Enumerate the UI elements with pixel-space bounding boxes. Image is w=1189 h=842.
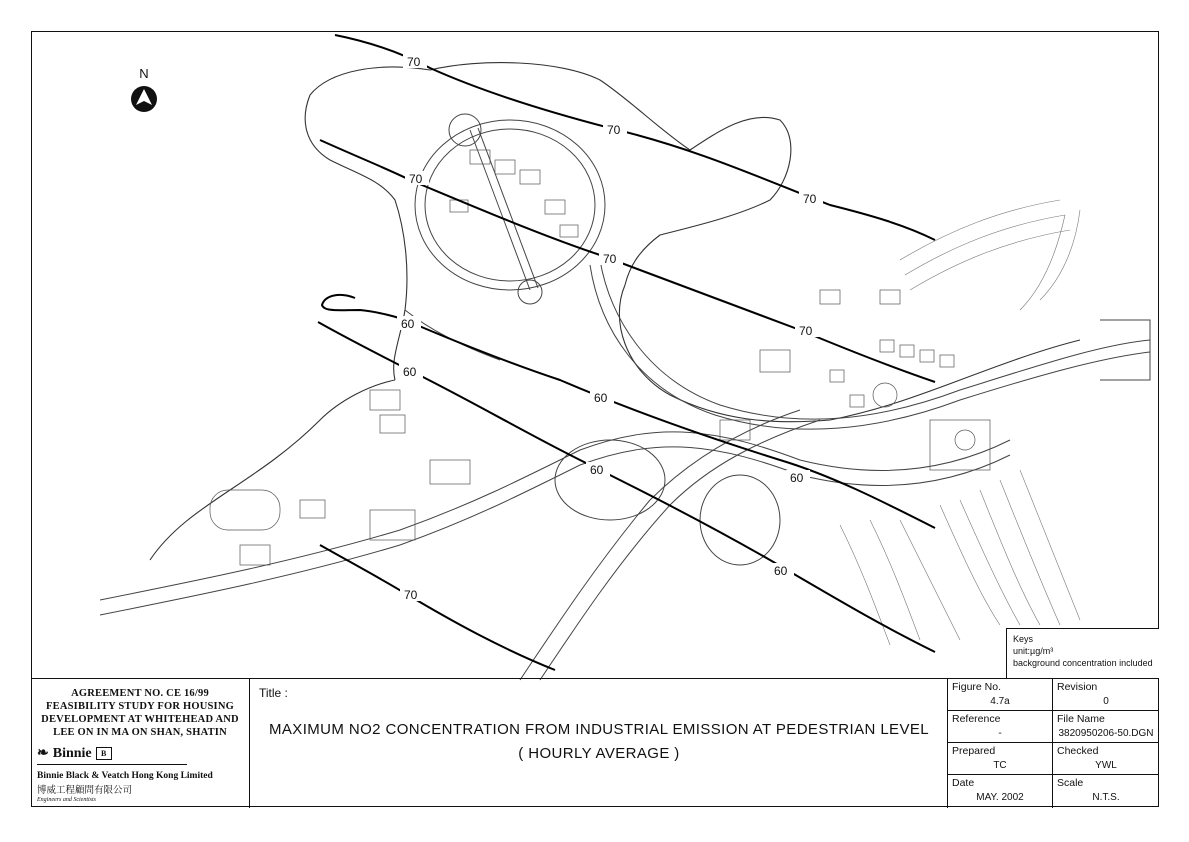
shield-icon: B (96, 747, 112, 760)
figure-no-label: Figure No. (952, 681, 1002, 693)
agreement-line-4: LEE ON IN MA ON SHAN, SHATIN (53, 727, 227, 738)
company-logo (37, 745, 213, 803)
binnie-logo-icon: ❧ (37, 746, 49, 761)
keys-heading: Keys (1013, 634, 1034, 644)
north-arrow (126, 66, 162, 119)
contour-label-70-second: 70 (409, 172, 423, 186)
date-cell (948, 775, 1053, 808)
contour-label-60-fourth: 60 (403, 365, 417, 379)
company-name-chinese: 博威工程顧問有限公司 (37, 786, 133, 796)
keys-legend (1006, 628, 1159, 678)
contour-label-60-third-right: 60 (790, 471, 804, 485)
scale-cell (1053, 775, 1159, 808)
revision-value: 0 (1103, 696, 1109, 707)
contour-label-60-fourth-mid: 60 (590, 463, 604, 477)
agreement-line-1: AGREEMENT NO. CE 16/99 (71, 688, 209, 699)
contour-label-60-third-mid: 60 (594, 391, 608, 405)
drawing-title: MAXIMUM NO2 CONCENTRATION FROM INDUSTRIAL EMISSION AT PEDESTRIAN LEVEL (268, 721, 930, 738)
figure-no-cell (948, 679, 1053, 711)
peninsula-outline (150, 63, 1080, 560)
contour-label-70-second-right: 70 (799, 324, 813, 338)
file-name-label: File Name (1057, 713, 1105, 725)
title-panel (250, 679, 948, 808)
prepared-value: TC (993, 760, 1007, 771)
agreement-line-3: DEVELOPMENT AT WHITEHEAD AND (41, 714, 239, 725)
company-name: Binnie Black & Veatch Hong Kong Limited (37, 771, 213, 781)
figure-no-value: 4.7a (990, 696, 1010, 707)
revision-cell (1053, 679, 1159, 711)
date-value: MAY. 2002 (976, 792, 1024, 803)
brand-name: Binnie (52, 745, 92, 761)
contour-label-70-upper-right: 70 (803, 192, 817, 206)
keys-unit: unit:µg/m³ (1013, 646, 1054, 656)
checked-label: Checked (1057, 745, 1099, 757)
drawing-info-grid (948, 679, 1159, 808)
keys-note: background concentration included (1013, 658, 1153, 668)
building-blocks (210, 150, 990, 565)
file-name-cell (1053, 711, 1159, 743)
date-label: Date (952, 777, 975, 789)
checked-cell (1053, 743, 1159, 775)
reference-label: Reference (952, 713, 1001, 725)
north-label: N (139, 66, 149, 81)
road-network (100, 114, 1150, 680)
file-name-value: 3820950206-50.DGN (1058, 728, 1154, 739)
reference-cell (948, 711, 1053, 743)
revision-label: Revision (1057, 681, 1098, 693)
checked-value: YWL (1095, 760, 1117, 771)
scale-value: N.T.S. (1092, 792, 1120, 803)
title-label: Title : (259, 686, 288, 700)
hillside-contours (840, 200, 1080, 645)
title-block (31, 678, 1159, 807)
contour-label-70-upper-mid: 70 (607, 123, 621, 137)
contour-label-70-second-mid: 70 (603, 252, 617, 266)
scale-label: Scale (1057, 777, 1084, 789)
contour-label-70-top: 70 (407, 55, 421, 69)
north-arrow-icon (129, 84, 159, 114)
reference-value: - (998, 728, 1002, 739)
agreement-line-2: FEASIBILITY STUDY FOR HOUSING (46, 701, 234, 712)
drawing-subtitle: ( HOURLY AVERAGE ) (518, 745, 680, 762)
agreement-panel (31, 679, 250, 808)
contour-label-70-bottom: 70 (404, 588, 418, 602)
company-tagline: Engineers and Scientists (37, 797, 96, 803)
contour-label-60-third: 60 (401, 317, 415, 331)
prepared-cell (948, 743, 1053, 775)
contour-label-60-fourth-right: 60 (774, 564, 788, 578)
prepared-label: Prepared (952, 745, 996, 757)
